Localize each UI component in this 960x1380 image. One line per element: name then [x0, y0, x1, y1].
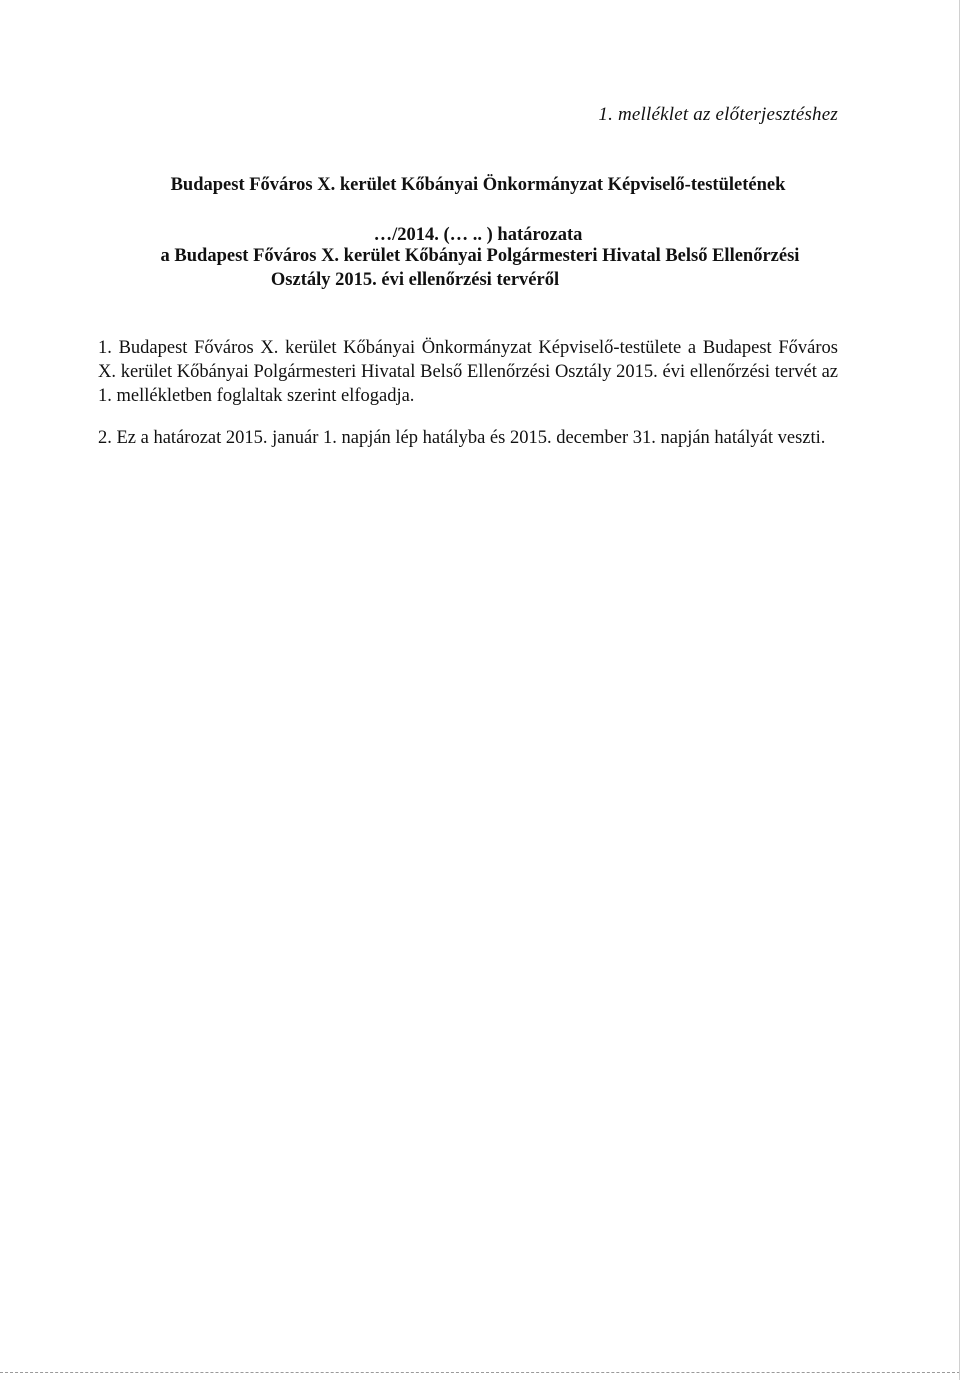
council-heading: Budapest Főváros X. kerület Kőbányai Önkormányzat Képviselő-testületének — [170, 175, 786, 195]
resolution-number: …/2014. (… .. ) határozata — [373, 225, 583, 245]
resolution-subject-line-2: Osztály 2015. évi ellenőrzési tervéről — [270, 270, 560, 290]
scan-bottom-edge — [0, 1372, 960, 1373]
paragraph-1: 1. Budapest Főváros X. kerület Kőbányai Önkormányzat Képviselő-testülete a Budapest Főváros X. kerület Kőbányai Polgármesteri Hivatal Belső Ellenőrzési Osztály 2015. évi ellenőrzési tervét az 1. mellékletben foglaltak szerint elfogadja. — [98, 338, 838, 406]
paragraph-2: 2. Ez a határozat 2015. január 1. napján lép hatályba és 2015. december 31. napján hatályát veszti. — [98, 428, 826, 448]
annex-label: 1. melléklet az előterjesztéshez — [598, 104, 838, 125]
resolution-subject-line-1: a Budapest Főváros X. kerület Kőbányai Polgármesteri Hivatal Belső Ellenőrzési — [160, 246, 800, 266]
